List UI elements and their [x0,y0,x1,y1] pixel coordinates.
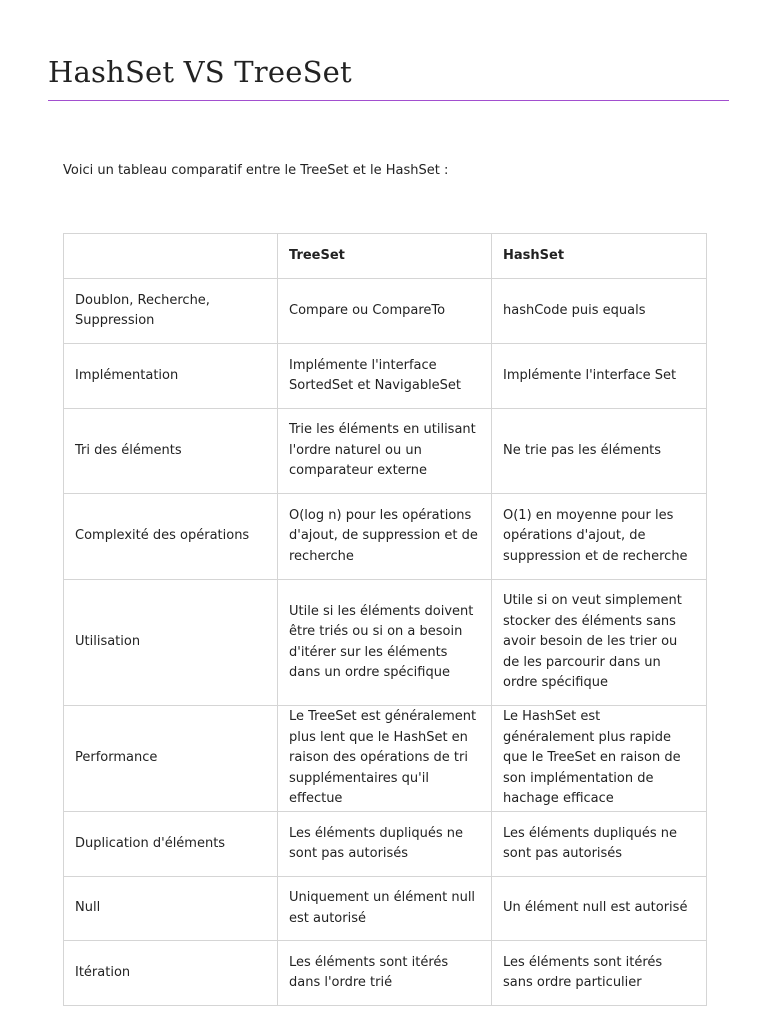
row-label: Null [64,877,278,941]
header-cell-treeset: TreeSet [278,234,492,279]
treeset-cell: Implémente l'interface SortedSet et NavigableSet [278,344,492,409]
hashset-cell: Implémente l'interface Set [492,344,707,409]
row-label: Implémentation [64,344,278,409]
page-title: HashSet VS TreeSet [48,55,352,89]
table-row [64,812,707,877]
table-row [64,494,707,580]
title-divider [48,100,729,101]
row-label: Performance [64,706,278,812]
treeset-cell: Le TreeSet est généralement plus lent que le HashSet en raison des opérations de tri supplémentaires qu'il effectue [278,706,492,812]
hashset-cell: Utile si on veut simplement stocker des éléments sans avoir besoin de les trier ou de les parcourir dans un ordre spécifique [492,580,707,706]
header-cell-empty [64,234,278,279]
row-label: Utilisation [64,580,278,706]
comparison-table [63,233,707,1006]
row-label: Tri des éléments [64,409,278,494]
table-row [64,409,707,494]
intro-paragraph: Voici un tableau comparatif entre le TreeSet et le HashSet : [63,163,449,178]
hashset-cell: O(1) en moyenne pour les opérations d'ajout, de suppression et de recherche [492,494,707,580]
row-label: Itération [64,941,278,1006]
row-label: Doublon, Recherche, Suppression [64,279,278,344]
treeset-cell: Trie les éléments en utilisant l'ordre naturel ou un comparateur externe [278,409,492,494]
table-row [64,941,707,1006]
table-row [64,706,707,812]
table-header-row [64,234,707,279]
table-row [64,279,707,344]
hashset-cell: Les éléments dupliqués ne sont pas autorisés [492,812,707,877]
table-row [64,877,707,941]
treeset-cell: Les éléments dupliqués ne sont pas autorisés [278,812,492,877]
treeset-cell: O(log n) pour les opérations d'ajout, de suppression et de recherche [278,494,492,580]
hashset-cell: Les éléments sont itérés sans ordre particulier [492,941,707,1006]
table-row [64,344,707,409]
row-label: Duplication d'éléments [64,812,278,877]
treeset-cell: Uniquement un élément null est autorisé [278,877,492,941]
row-label: Complexité des opérations [64,494,278,580]
header-cell-hashset: HashSet [492,234,707,279]
table-row [64,580,707,706]
treeset-cell: Utile si les éléments doivent être triés ou si on a besoin d'itérer sur les éléments dans un ordre spécifique [278,580,492,706]
hashset-cell: Ne trie pas les éléments [492,409,707,494]
hashset-cell: hashCode puis equals [492,279,707,344]
hashset-cell: Un élément null est autorisé [492,877,707,941]
treeset-cell: Les éléments sont itérés dans l'ordre trié [278,941,492,1006]
hashset-cell: Le HashSet est généralement plus rapide que le TreeSet en raison de son implémentation de hachage efficace [492,706,707,812]
treeset-cell: Compare ou CompareTo [278,279,492,344]
